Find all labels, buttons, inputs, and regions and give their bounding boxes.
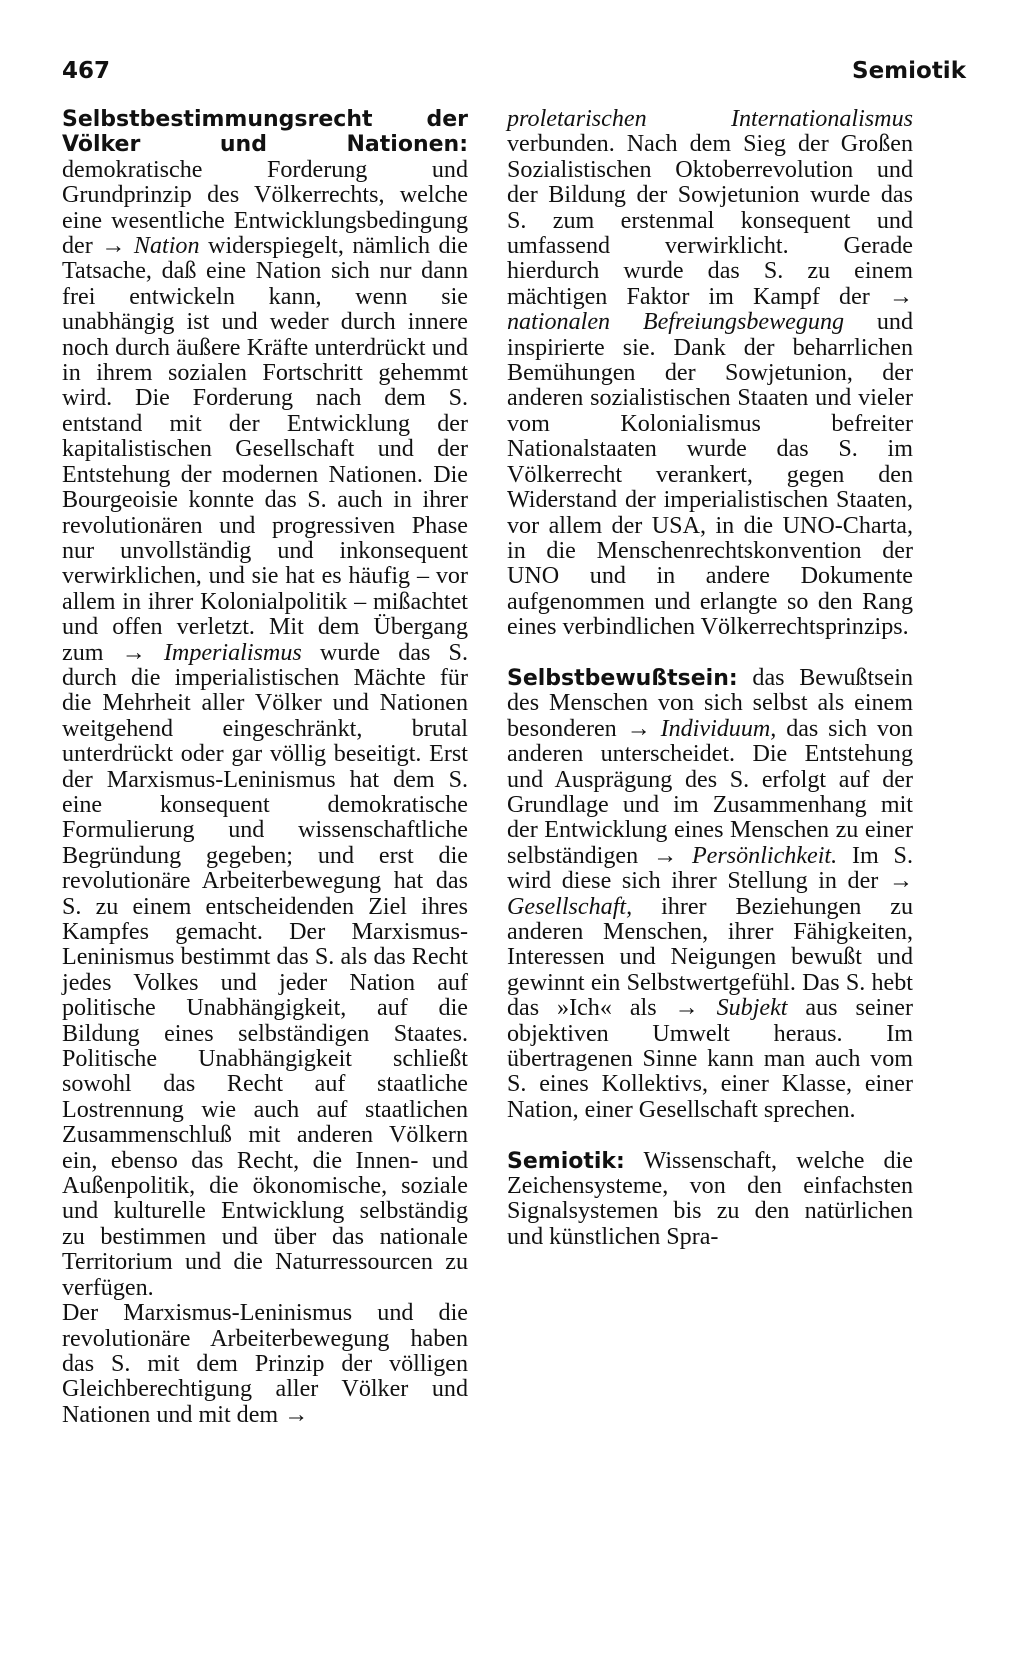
entry-text: Der Marxismus-Leninismus und die revolutionäre Arbeiterbewegung haben das S. mit dem Prinzip der völligen Gleichberechtigung aller Völker und Nationen und mit dem →	[62, 1300, 468, 1428]
cross-reference-link[interactable]: Nation	[133, 233, 200, 260]
cross-reference-link[interactable]: Persönlichkeit.	[691, 842, 838, 869]
entry-continuation	[507, 107, 913, 641]
running-head	[58, 58, 966, 92]
entry-selbstbewusstsein	[507, 666, 913, 1123]
page-number: 467	[62, 58, 111, 84]
entry-term: Semiotik:	[507, 1148, 625, 1174]
cross-reference-link[interactable]: Imperialismus	[163, 639, 302, 666]
left-column	[62, 107, 468, 1428]
entry-text: verbunden. Nach dem Sieg der Großen Sozialistischen Oktoberrevolution und der Bildung der Sowjetunion wurde das S. zum erstenmal konsequent und umfassend verwirklicht. Gerade hierdurch wurde das S. zu einem mächtigen Faktor im Kampf der →	[507, 131, 913, 310]
entry-text: widerspiegelt, nämlich die Tatsache, daß eine Nation sich nur dann frei entwickeln kann, wenn sie unabhängig ist und weder durch innere noch durch äußere Kräfte unterdrückt und in ihrem sozialen Fortschritt gehemmt wird. Die Forderung nach dem S. entstand mit der Entwicklung der kapitalistischen Gesellschaft und der Entstehung der modernen Nationen. Die Bourgeoisie konnte das S. auch in ihrer revolutionären und progressiven Phase nur unvollständig und inkonsequent verwirklichen, und sie hat es häufig – vor allem in ihrer Kolonialpolitik – mißachtet und offen verletzt. Mit dem Übergang zum →	[62, 233, 468, 666]
cross-reference-link[interactable]: proletarischen Internationalismus	[507, 106, 913, 132]
entry-text: das sich von anderen unterscheidet. Die Entstehung und Ausprägung des S. erfolgt auf der Grundlage und im Zusammenhang mit der Entwicklung eines Menschen zu einer selbständigen →	[507, 715, 913, 869]
entry-body	[507, 666, 913, 1123]
cross-reference-link[interactable]: Gesellschaft,	[507, 893, 633, 920]
entry-selbstbestimmungsrecht-continued	[507, 107, 913, 641]
entry-text: ihrer Beziehungen zu anderen Menschen, ihrer Fähigkeiten, Interessen und Neigungen bewußt und gewinnt ein Selbstwertgefühl. Das S. hebt das »Ich« als →	[507, 893, 913, 1022]
entry-text: das Bewußtsein des Menschen von sich selbst als einem besonderen →	[507, 664, 913, 742]
cross-reference-link[interactable]: Individuum,	[660, 715, 777, 742]
entry-term: Selbstbewußtsein:	[507, 665, 738, 691]
entry-text: wurde das S. durch die imperialistischen Mächte für die Mehrheit aller Völker und Nationen weitgehend eingeschränkt, brutal unterdrückt oder gar völlig beseitigt. Erst der Marxismus-Leninismus hat dem S. eine konsequent demokratische Formulierung und wissenschaftliche Begründung gegeben; und erst die revolutionäre Arbeiterbewegung hat das S. zu einem entscheidenden Ziel ihres Kampfes gemacht. Der Marxismus-Leninismus bestimmt das S. als das Recht jedes Volkes und jeder Nation auf politische Unabhängigkeit, auf die Bildung eines selbständigen Staates. Politische Unabhängigkeit schließt sowohl das Recht auf staatliche Lostrennung wie auch auf staatlichen Zusammenschluß mit anderen Völkern ein, ebenso das Recht, die Innen- und Außenpolitik, die ökonomische, soziale und kulturelle Entwicklung selbständig zu bestimmen und über das nationale Territorium und die Naturressourcen zu verfügen.	[62, 639, 468, 1301]
entry-text: und inspirierte sie. Dank der beharrlichen Bemühungen der Sowjetunion, der anderen sozialistischen Staaten und vieler vom Kolonialismus befreiter Nationalstaaten wurde das S. im Völkerrecht verankert, gegen den Widerstand der imperialistischen Staaten, vor allem der USA, in die UNO-Charta, in die Menschenrechtskonvention der UNO und in andere Dokumente aufgenommen und erlangte so den Rang eines verbindlichen Völkerrechtsprinzips.	[507, 309, 913, 641]
entry-text: aus seiner objektiven Umwelt heraus. Im übertragenen Sinne kann man auch vom S. eines Kollektivs, einer Klasse, einer Nation, einer Gesellschaft sprechen.	[507, 995, 913, 1123]
entry-semiotik	[507, 1149, 913, 1251]
cross-reference-link[interactable]: nationalen Befreiungsbewegung	[507, 309, 845, 336]
entry-body	[62, 107, 468, 1301]
entry-text: Wissenschaft, welche die Zeichensysteme, von den einfachsten Signalsystemen bis zu den natürlichen und künstlichen Spra-	[507, 1147, 913, 1250]
running-head-word: Semiotik	[852, 58, 966, 84]
entry-text: Im S. wird diese sich ihrer Stellung in der →	[507, 842, 913, 895]
entry-text: demokratische Forderung und Grundprinzip des Völkerrechts, welche eine wesentliche Entwicklungsbedingung der →	[62, 156, 468, 260]
right-column	[507, 107, 913, 1250]
cross-reference-link[interactable]: Subjekt	[716, 995, 788, 1022]
entry-term: Selbstbestimmungsrecht der Völker und Nationen:	[62, 107, 468, 158]
entry-continuation	[62, 1301, 468, 1428]
entry-body	[507, 1149, 913, 1251]
entry-selbstbestimmungsrecht	[62, 107, 468, 1428]
